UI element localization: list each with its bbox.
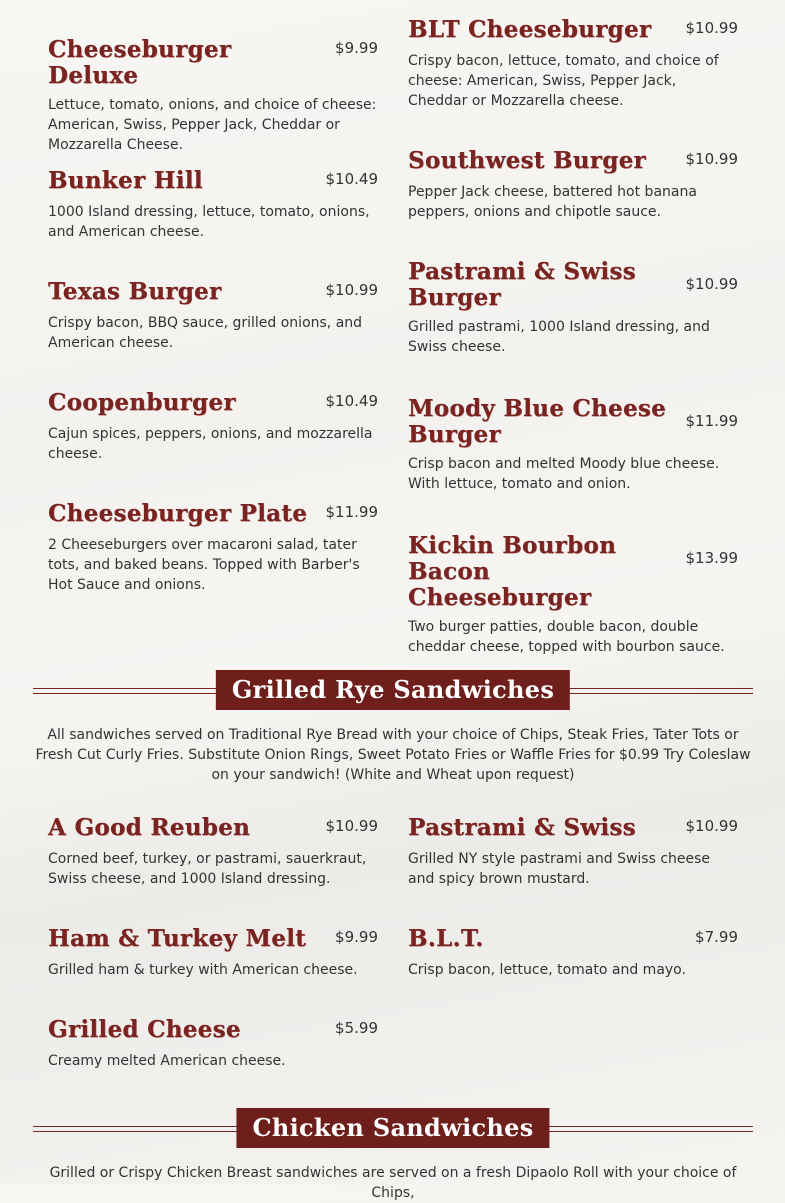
menu-item-bunker-hill: [48, 168, 378, 242]
item-name: Grilled Cheese: [48, 1016, 241, 1043]
item-description: Two burger patties, double bacon, double cheddar cheese, topped with bourbon sauce.: [408, 619, 725, 655]
item-price: $10.99: [325, 281, 378, 299]
item-description: Corned beef, turkey, or pastrami, sauerkraut, Swiss cheese, and 1000 Island dressing.: [48, 851, 367, 887]
item-description: Grilled pastrami, 1000 Island dressing, and Swiss cheese.: [408, 319, 710, 355]
item-price: $13.99: [685, 549, 738, 567]
item-name: Coopenburger: [48, 389, 236, 416]
item-name: Pastrami & Swiss Burger: [408, 258, 636, 311]
item-name: Southwest Burger: [408, 147, 646, 174]
item-name: Cheeseburger Plate: [48, 500, 308, 527]
item-price: $10.99: [685, 817, 738, 835]
item-description: Pepper Jack cheese, battered hot banana peppers, onions and chipotle sauce.: [408, 184, 697, 220]
item-name: Bunker Hill: [48, 167, 203, 194]
item-description: 2 Cheeseburgers over macaroni salad, tater tots, and baked beans. Topped with Barber's Hot Sauce and onions.: [48, 537, 360, 593]
menu-item-southwest-burger: [408, 148, 738, 222]
item-price: $10.49: [325, 392, 378, 410]
item-price: $10.99: [685, 150, 738, 168]
item-price: $11.99: [325, 503, 378, 521]
item-description: Crisp bacon and melted Moody blue cheese. With lettuce, tomato and onion.: [408, 456, 720, 492]
menu-item-pastrami-swiss-burger: [408, 259, 738, 357]
menu-item-pastrami-swiss: [408, 815, 738, 889]
item-description: Grilled ham & turkey with American cheese.: [48, 962, 358, 978]
item-price: $10.99: [685, 275, 738, 293]
menu-item-moody-blue-cheese-burger: [408, 396, 738, 494]
section-title: Grilled Rye Sandwiches: [216, 670, 570, 710]
item-price: $11.99: [685, 412, 738, 430]
item-description: Crispy bacon, BBQ sauce, grilled onions, and American cheese.: [48, 315, 363, 351]
menu-item-cheeseburger-plate: [48, 501, 378, 595]
item-description: Creamy melted American cheese.: [48, 1053, 286, 1069]
menu-item-blt-cheeseburger: [408, 17, 738, 111]
item-description: Crisp bacon, lettuce, tomato and mayo.: [408, 962, 686, 978]
section-note-chicken: Grilled or Crispy Chicken Breast sandwiches are served on a fresh Dipaolo Roll with your choice of Chips,: [49, 1165, 737, 1201]
item-price: $9.99: [335, 39, 378, 57]
menu-item-grilled-cheese: [48, 1017, 378, 1071]
section-header-rye: [33, 670, 753, 710]
item-name: Cheeseburger Deluxe: [48, 36, 232, 89]
item-price: $9.99: [335, 928, 378, 946]
item-name: B.L.T.: [408, 925, 484, 952]
item-name: Moody Blue Cheese Burger: [408, 395, 667, 448]
menu-item-ham-turkey-melt: [48, 926, 378, 980]
section-title: Chicken Sandwiches: [236, 1108, 549, 1148]
menu-item-texas-burger: [48, 279, 378, 353]
item-description: 1000 Island dressing, lettuce, tomato, onions, and American cheese.: [48, 204, 370, 240]
menu-item-kickin-bourbon-bacon-cheeseburger: [408, 533, 738, 657]
item-description: Crispy bacon, lettuce, tomato, and choice of cheese: American, Swiss, Pepper Jack, Cheddar or Mozzarella cheese.: [408, 53, 719, 109]
item-description: Cajun spices, peppers, onions, and mozzarella cheese.: [48, 426, 373, 462]
item-name: Texas Burger: [48, 278, 222, 305]
item-name: Pastrami & Swiss: [408, 814, 636, 841]
item-description: Grilled NY style pastrami and Swiss cheese and spicy brown mustard.: [408, 851, 711, 887]
item-price: $5.99: [335, 1019, 378, 1037]
section-note-rye: All sandwiches served on Traditional Rye Bread with your choice of Chips, Steak Fries, Tater Tots or Fresh Cut Curly Fries. Substitute Onion Rings, Sweet Potato Fries or Waffle Fries for $0.99 Try Coleslaw on your sandwich! (White and Wheat upon request): [35, 727, 751, 783]
item-price: $7.99: [695, 928, 738, 946]
item-price: $10.99: [325, 817, 378, 835]
section-header-chicken: [33, 1108, 753, 1148]
item-name: A Good Reuben: [48, 814, 251, 841]
item-name: BLT Cheeseburger: [408, 16, 652, 43]
item-name: Kickin Bourbon Bacon Cheeseburger: [408, 532, 617, 611]
item-price: $10.99: [685, 19, 738, 37]
menu-item-coopenburger: [48, 390, 378, 464]
menu-item-cheeseburger-deluxe: [48, 37, 378, 155]
item-price: $10.49: [325, 170, 378, 188]
item-name: Ham & Turkey Melt: [48, 925, 307, 952]
item-description: Lettuce, tomato, onions, and choice of cheese: American, Swiss, Pepper Jack, Cheddar or Mozzarella Cheese.: [48, 97, 377, 153]
menu-item-blt: [408, 926, 738, 980]
menu-item-a-good-reuben: [48, 815, 378, 889]
